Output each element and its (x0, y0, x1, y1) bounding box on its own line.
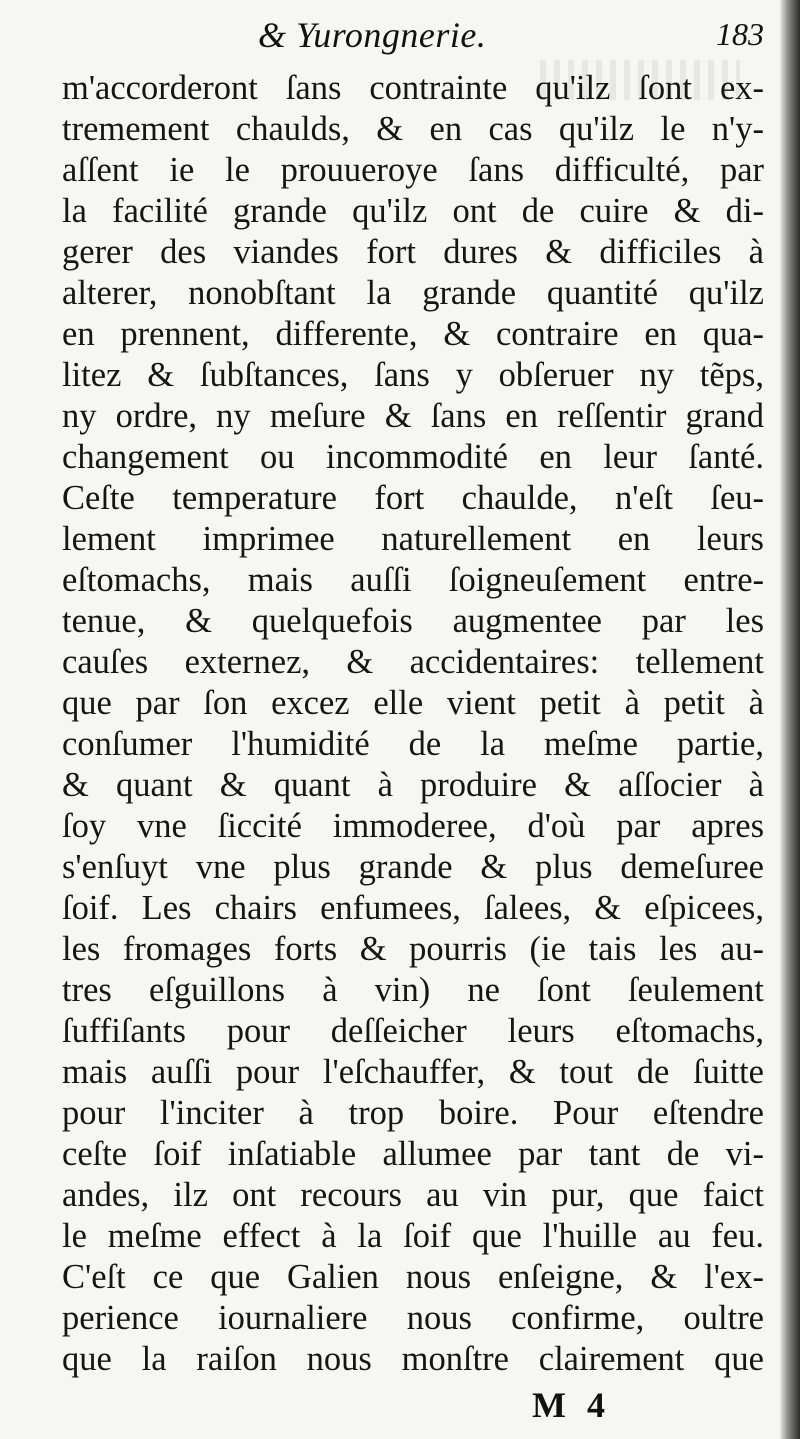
text-line: lement imprimee naturellement en leurs (62, 520, 764, 558)
text-line: aſſent ie le prouueroye ſans difficulté, par (62, 151, 764, 189)
text-line: pour l'inciter à trop boire. Pour eſtendre (62, 1094, 764, 1132)
text-line: tenue, & quelquefois augmentee par les (62, 602, 764, 640)
text-line: que par ſon excez elle vient petit à petit à (62, 684, 764, 722)
text-line: litez & ſubſtances, ſans y obſeruer ny tẽps, (62, 356, 764, 394)
text-line: ceſte ſoif inſatiable allumee par tant de vi- (62, 1135, 764, 1173)
text-line: C'eſt ce que Galien nous enſeigne, & l'ex- (62, 1258, 764, 1296)
text-line: m'accorderont ſans contrainte qu'ilz ſont ex- (62, 69, 764, 107)
page-header (60, 10, 770, 60)
page-edge-shadow (780, 0, 800, 1439)
text-line: & quant & quant à produire & aſſocier à (62, 766, 764, 804)
text-line: alterer, nonobſtant la grande quantité qu'ilz (62, 274, 764, 312)
text-line: tres eſguillons à vin) ne ſont ſeulement (62, 971, 764, 1009)
text-line: andes, ilz ont recours au vin pur, que faict (62, 1176, 764, 1214)
text-line: gerer des viandes fort dures & difficiles à (62, 233, 764, 271)
text-line: ſoif. Les chairs enfumees, ſalees, & eſpicees, (62, 889, 764, 927)
text-line: ſoy vne ſiccité immoderee, d'où par apres (62, 807, 764, 845)
text-line: perience iournaliere nous confirme, oultre (62, 1299, 764, 1337)
text-line: Ceſte temperature fort chaulde, n'eſt ſeu- (62, 479, 764, 517)
text-line: le meſme effect à la ſoif que l'huille au feu. (62, 1217, 764, 1255)
page-number: 183 (716, 16, 764, 52)
body-text (62, 68, 764, 1380)
text-line: eſtomachs, mais auſſi ſoigneuſement entre- (62, 561, 764, 599)
text-line: la facilité grande qu'ilz ont de cuire & di- (62, 192, 764, 230)
text-line: tremement chaulds, & en cas qu'ilz le n'y- (62, 110, 764, 148)
text-line: en prennent, differente, & contraire en qua- (62, 315, 764, 353)
text-line: ſuffiſants pour deſſeicher leurs eſtomachs, (62, 1012, 764, 1050)
text-line: ny ordre, ny meſure & ſans en reſſentir grand (62, 397, 764, 435)
signature-mark: M 4 (532, 1385, 611, 1425)
text-line: que la raiſon nous monſtre clairement que (62, 1340, 764, 1378)
text-line: cauſes externez, & accidentaires: tellement (62, 643, 764, 681)
running-title: & Yurongnerie. (258, 15, 487, 55)
text-line: mais auſſi pour l'eſchauffer, & tout de ſuitte (62, 1053, 764, 1091)
text-line: conſumer l'humidité de la meſme partie, (62, 725, 764, 763)
text-line: changement ou incommodité en leur ſanté. (62, 438, 764, 476)
text-line: les fromages forts & pourris (ie tais les au- (62, 930, 764, 968)
text-line: s'enſuyt vne plus grande & plus demeſuree (62, 848, 764, 886)
